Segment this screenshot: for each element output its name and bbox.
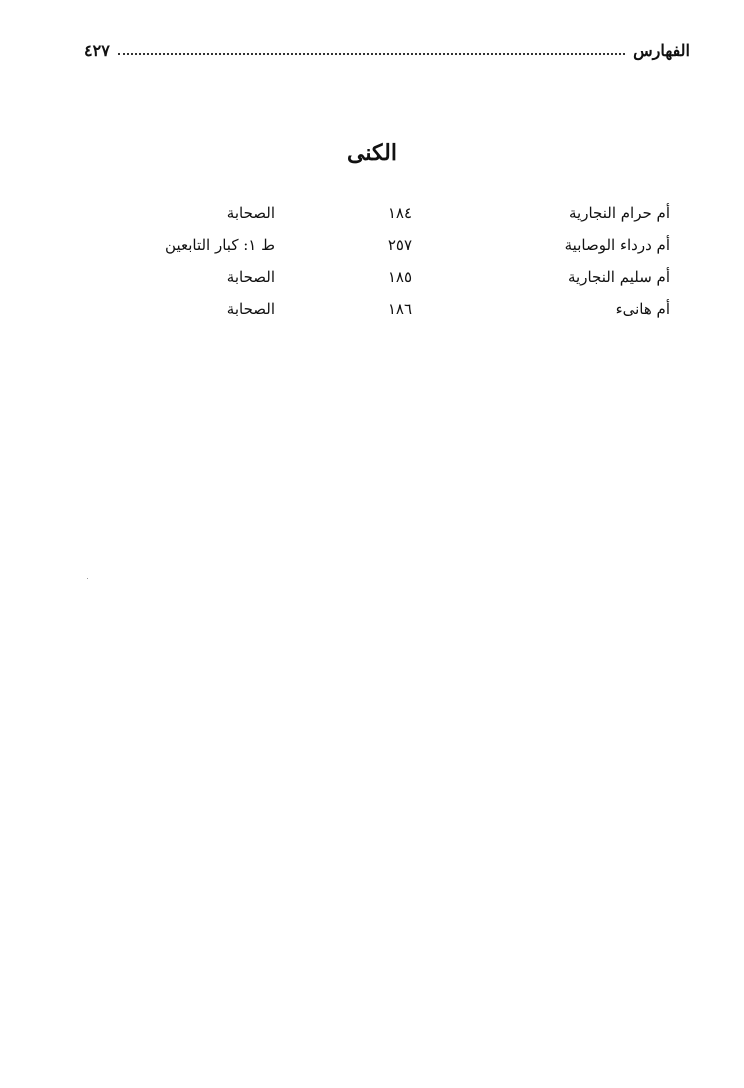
index-row [150,232,670,264]
entry-number: ١٨٥ [387,268,412,286]
entry-category: الصحابة [226,268,275,286]
entry-category: الصحابة [226,204,275,222]
index-row [150,264,670,296]
entry-category: الصحابة [226,300,275,318]
entry-name: أم درداء الوصابية [564,236,670,254]
running-header [84,36,690,60]
entry-category: ط ١: كبار التابعين [165,236,275,254]
entry-number: ٢٥٧ [387,236,412,254]
entry-name: أم سليم النجارية [567,268,670,286]
index-row [150,200,670,232]
entry-number: ١٨٦ [387,300,412,318]
scan-speck [87,578,88,579]
entry-name: أم هانىء [615,300,670,318]
index-row [150,296,670,328]
entry-number: ١٨٤ [387,204,412,222]
header-dotted-leader [118,53,625,55]
index-table [150,200,670,328]
header-title: الفهارس [633,41,690,60]
entry-name: أم حرام النجارية [569,204,670,222]
section-title: الكنى [347,140,397,166]
page-number: ٤٢٧ [84,41,110,60]
